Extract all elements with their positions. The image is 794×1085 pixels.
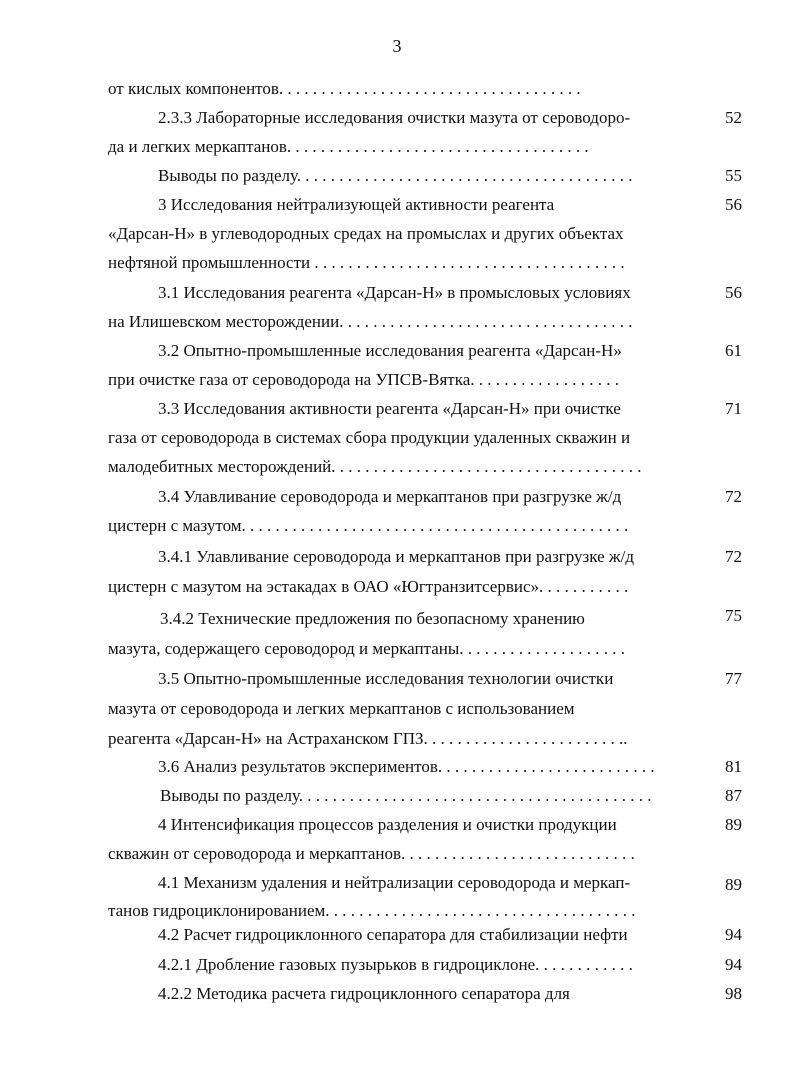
toc-line: при очистке газа от сероводорода на УПСВ-Вятка. . . . . . . . . . . . . . . . . . [108,370,619,389]
toc-line: от кислых компонентов. . . . . . . . . . . . . . . . . . . . . . . . . . . . . . . . . . . . [108,79,581,98]
toc-line: 3.1 Исследования реагента «Дарсан-Н» в промысловых условиях [158,283,631,302]
toc-line: малодебитных месторождений. . . . . . . . . . . . . . . . . . . . . . . . . . . . . . . . . . . . . [108,457,642,476]
toc-page-number: 98 [725,984,742,1003]
toc-line: 3.4.2 Технические предложения по безопасному хранению [160,609,585,628]
toc-line: 2.3.3 Лабораторные исследования очистки мазута от сероводоро- [158,108,631,127]
toc-page-number: 94 [725,955,742,974]
toc-line: Выводы по разделу. . . . . . . . . . . . . . . . . . . . . . . . . . . . . . . . . . . . . . . . [158,166,633,185]
toc-line: на Илишевском месторождении. . . . . . . . . . . . . . . . . . . . . . . . . . . . . . . . . . . [108,312,633,331]
toc-line: нефтяной промышленности . . . . . . . . . . . . . . . . . . . . . . . . . . . . . . . . . . . . . [108,253,625,272]
toc-line: газа от сероводорода в системах сбора продукции удаленных скважин и [108,428,631,447]
toc-line: 4.2.1 Дробление газовых пузырьков в гидроциклоне. . . . . . . . . . . . [158,955,633,974]
toc-page-number: 77 [725,669,742,688]
toc-line: мазута, содержащего сероводород и меркаптаны. . . . . . . . . . . . . . . . . . . . [108,639,626,658]
toc-line: 3.4 Улавливание сероводорода и меркаптанов при разгрузке ж/д [158,487,622,506]
toc-line: 3.6 Анализ результатов экспериментов. . . . . . . . . . . . . . . . . . . . . . . . . . [158,757,655,776]
toc-line: танов гидроциклонированием. . . . . . . . . . . . . . . . . . . . . . . . . . . . . . . . . . . . . [108,901,636,920]
toc-line: Выводы по разделу. . . . . . . . . . . . . . . . . . . . . . . . . . . . . . . . . . . . . . . . . . [160,786,652,805]
toc-line: 4.2.2 Методика расчета гидроциклонного сепаратора для [158,984,570,1003]
page-number: 3 [392,36,402,56]
toc-line: 3.3 Исследования активности реагента «Дарсан-Н» при очистке [158,399,621,418]
toc-line: 3.2 Опытно-промышленные исследования реагента «Дарсан-Н» [158,341,622,360]
toc-page-number: 87 [725,786,742,805]
toc-page-number: 75 [725,606,742,625]
toc-page-number: 72 [725,487,742,506]
toc-page-number: 52 [725,108,742,127]
toc-line: 3.4.1 Улавливание сероводорода и меркаптанов при разгрузке ж/д [158,547,634,566]
toc-page-number: 55 [725,166,742,185]
toc-page-number: 89 [725,875,742,894]
toc-line: цистерн с мазутом на эстакадах в ОАО «Югтранзитсервис». . . . . . . . . . . [108,577,629,596]
toc-page-number: 72 [725,547,742,566]
toc-line: 4.1 Механизм удаления и нейтрализации сероводорода и меркап- [158,873,631,892]
toc-line: 4 Интенсификация процессов разделения и очистки продукции [158,815,617,834]
toc-line: мазута от сероводорода и легких меркаптанов с использованием [108,699,575,718]
toc-line: скважин от сероводорода и меркаптанов. . . . . . . . . . . . . . . . . . . . . . . . . . . . [108,844,635,863]
toc-page-number: 94 [725,925,742,944]
toc-page-number: 56 [725,195,742,214]
toc-line: 3 Исследования нейтрализующей активности реагента [158,195,555,214]
toc-line: реагента «Дарсан-Н» на Астраханском ГПЗ. . . . . . . . . . . . . . . . . . . . . . . .. [108,729,628,748]
toc-page-number: 89 [725,815,742,834]
toc-page-number: 56 [725,283,742,302]
toc-page-number: 61 [725,341,742,360]
toc-line: 3.5 Опытно-промышленные исследования технологии очистки [158,669,614,688]
toc-line: да и легких меркаптанов. . . . . . . . . . . . . . . . . . . . . . . . . . . . . . . . . . . . [108,137,589,156]
toc-line: «Дарсан-Н» в углеводородных средах на промыслах и других объектах [108,224,624,243]
toc-line: цистерн с мазутом. . . . . . . . . . . . . . . . . . . . . . . . . . . . . . . . . . . . . . . . . . . . . . [108,516,629,535]
toc-line: 4.2 Расчет гидроциклонного сепаратора для стабилизации нефти [158,925,628,944]
toc-page-number: 81 [725,757,742,776]
toc-page-number: 71 [725,399,742,418]
